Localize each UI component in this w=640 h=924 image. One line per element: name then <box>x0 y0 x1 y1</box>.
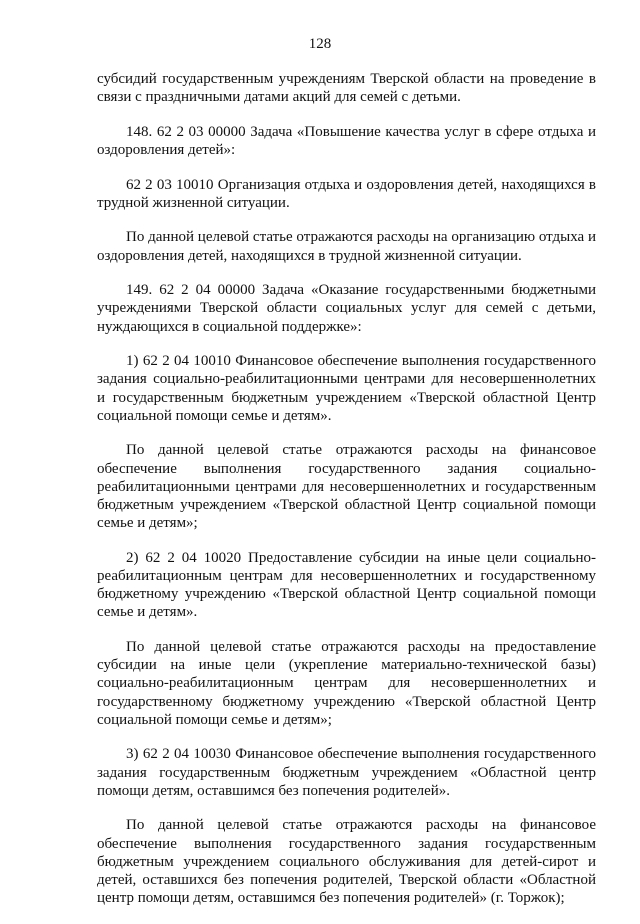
paragraph-item-149: 149. 62 2 04 00000 Задача «Оказание государственными бюджетными учреждениями Тверской области социальных услуг для семей с детьми, нуждающихся в социальной поддержке»: <box>97 282 596 335</box>
paragraph-continuation: субсидий государственным учреждениям Тверской области на проведение в связи с праздничными датами акций для семей с детьми. <box>97 71 596 106</box>
document-body <box>97 70 596 924</box>
paragraph-subitem-1: 1) 62 2 04 10010 Финансовое обеспечение выполнения государственного задания социально-реабилитационными центрами для несовершеннолетних и государственным бюджетным учреждением «Тверской областной Центр социальной помощи семье и детям». <box>97 353 596 424</box>
paragraph-description: По данной целевой статье отражаются расходы на предоставление субсидии на иные цели (укрепление материально-технической базы) социально-реабилитационным центрам для несовершеннолетних и государственному бюджетному учреждению «Тверской областной Центр социальной помощи семье и детям»; <box>97 639 596 728</box>
paragraph-subitem-2: 2) 62 2 04 10020 Предоставление субсидии на иные цели социально-реабилитационным центрам для несовершеннолетних и государственному бюджетному учреждению «Тверской областной Центр социальной помощи семье и детям». <box>97 549 596 621</box>
paragraph-description: По данной целевой статье отражаются расходы на организацию отдыха и оздоровления детей, находящихся в трудной жизненной ситуации. <box>97 229 596 264</box>
paragraph-subitem-3: 3) 62 2 04 10030 Финансовое обеспечение выполнения государственного задания государственным бюджетным учреждением «Областной центр помощи детям, оставшимся без попечения родителей». <box>97 746 596 799</box>
page-number: 128 <box>308 36 332 52</box>
paragraph-code-62-2-03-10010: 62 2 03 10010 Организация отдыха и оздоровления детей, находящихся в трудной жизненной ситуации. <box>97 176 596 211</box>
paragraph-description: По данной целевой статье отражаются расходы на финансовое обеспечение выполнения государственного задания социально-реабилитационными центрами для несовершеннолетних и государственным бюджетным учреждением «Тверской областной Центр социальной помощи семье и детям»; <box>97 442 596 532</box>
paragraph-description: По данной целевой статье отражаются расходы на финансовое обеспечение выполнения государственного задания государственным бюджетным учреждением социального обслуживания для детей-сирот и детей, оставшихся без попечения родителей, Тверской области «Областной центр помощи детям, оставшимся без попечения родителей» (г. Торжок); <box>97 817 596 907</box>
paragraph-item-148: 148. 62 2 03 00000 Задача «Повышение качества услуг в сфере отдыха и оздоровления детей»: <box>97 123 596 158</box>
